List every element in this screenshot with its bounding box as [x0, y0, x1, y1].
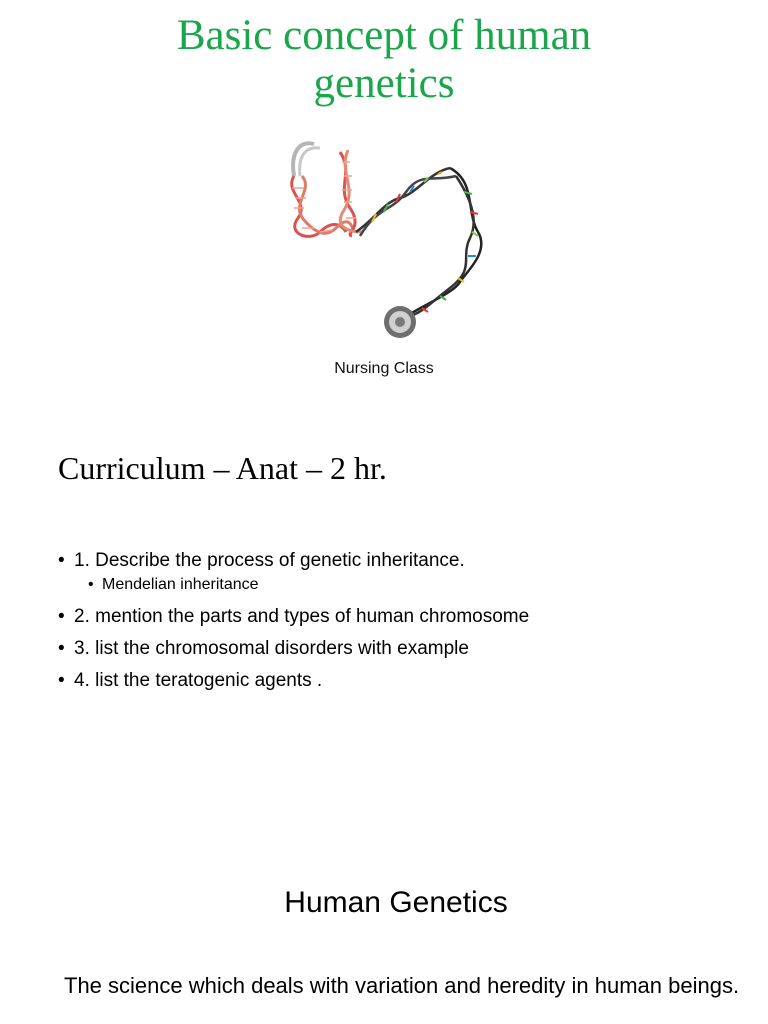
list-item: • 2. mention the parts and types of human chromosome — [58, 606, 738, 628]
list-item: • 4. list the teratogenic agents . — [58, 670, 738, 692]
definition-text: The science which deals with variation and heredity in human beings. — [64, 973, 740, 998]
slide-curriculum — [0, 420, 768, 750]
sub-list-item: • Mendelian inheritance — [88, 576, 738, 594]
list-item: • 1. Describe the process of genetic inheritance. — [58, 550, 738, 572]
section-heading: Human Genetics — [284, 886, 508, 919]
title-line-2: genetics — [313, 60, 455, 107]
page-title — [0, 12, 768, 108]
slide-human-genetics — [0, 860, 768, 1024]
subtitle: Nursing Class — [334, 360, 434, 377]
dna-stethoscope-icon — [280, 132, 490, 344]
bullet-list — [58, 550, 738, 702]
list-item: • 3. list the chromosomal disorders with example — [58, 638, 738, 660]
slide-title — [0, 0, 768, 400]
curriculum-heading: Curriculum – Anat – 2 hr. — [58, 450, 387, 486]
title-line-1: Basic concept of human — [176, 12, 592, 59]
